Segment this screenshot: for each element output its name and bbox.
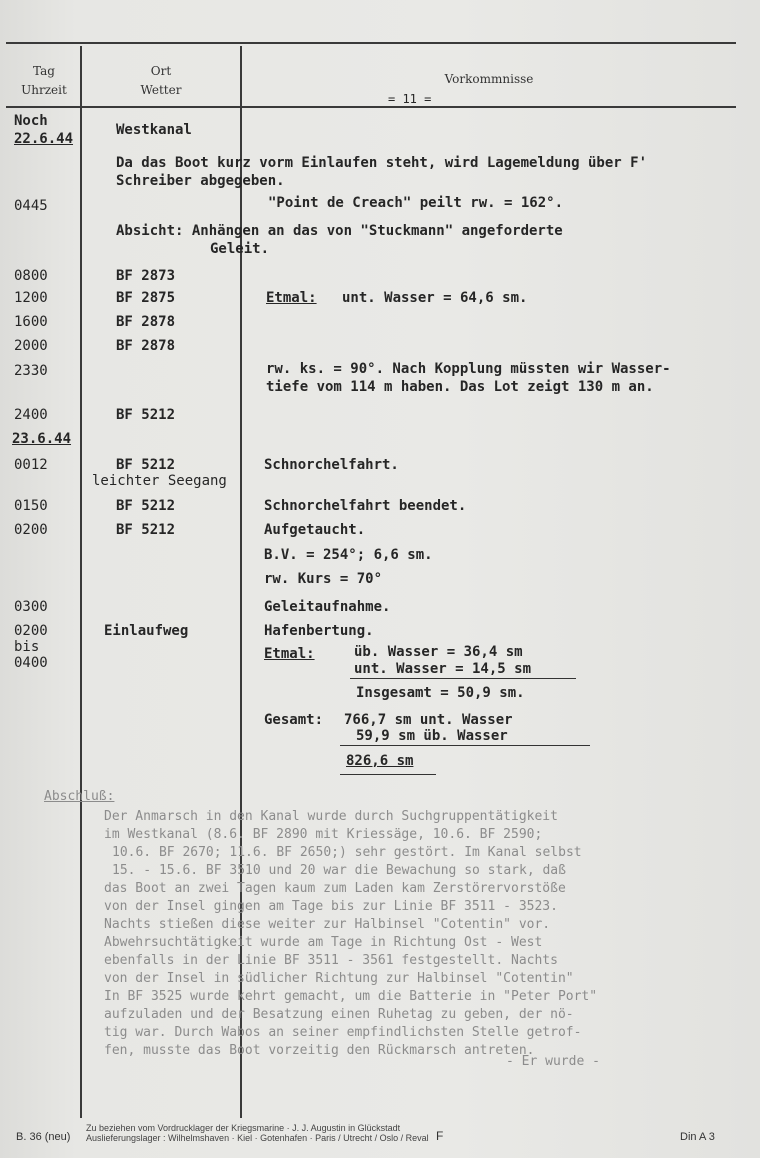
entry-text: Geleitaufnahme. xyxy=(264,599,391,615)
summary-line: aufzuladen und der Besatzung einen Ruhetag zu geben, der nö- xyxy=(104,1007,574,1022)
summary-line: 15. - 15.6. BF 3510 und 20 war die Bewachung so stark, daß xyxy=(112,863,566,878)
entry-time: 2400 xyxy=(14,407,48,423)
entry-time: 0150 xyxy=(14,498,48,514)
header-bottom-rule xyxy=(6,106,736,108)
summary-line: Nachts stießen diese weiter zur Halbinsel "Cotentin" vor. xyxy=(104,917,551,932)
entry-time: 0800 xyxy=(14,268,48,284)
entry-text: Schnorchelfahrt beendet. xyxy=(264,498,467,514)
entry-text: Hafenbertung. xyxy=(264,623,374,639)
entry-place: BF 2878 xyxy=(116,314,176,330)
summary-line: Abwehrsuchtätigkeit wurde am Tage in Richtung Ost - West xyxy=(104,935,543,950)
entry-time: 0200 xyxy=(14,623,48,639)
summary-line: ebenfalls in der Linie BF 3511 - 3561 festgestellt. Nachts xyxy=(104,953,558,968)
entry-time: 0200 xyxy=(14,522,48,538)
sum-rule xyxy=(340,745,590,746)
page-marker: = 11 = xyxy=(388,92,432,106)
entry-label: Gesamt: xyxy=(264,712,324,728)
entry-text: Aufgetaucht. xyxy=(264,522,366,538)
paper-format: Din A 3 xyxy=(680,1131,715,1143)
entry-text: rw. Kurs = 70° xyxy=(264,571,383,587)
entry-total: 826,6 sm xyxy=(346,753,414,769)
entry-text: Da das Boot kurz vorm Einlaufen steht, wird Lagemeldung über F' xyxy=(116,155,648,171)
entry-time: Noch xyxy=(14,113,48,129)
printer-mark: F xyxy=(436,1129,444,1143)
entry-label: Etmal: xyxy=(266,290,317,306)
entry-label: Etmal: xyxy=(264,646,315,662)
entry-place: BF 2875 xyxy=(116,290,176,306)
sum-rule xyxy=(350,678,576,679)
summary-line: im Westkanal (8.6. BF 2890 mit Kriessäge, 10.6. BF 2590; xyxy=(104,827,543,842)
entry-text: Schreiber abgegeben. xyxy=(116,173,285,189)
header-col-day-time: Tag Uhrzeit xyxy=(21,64,67,97)
entry-date: 22.6.44 xyxy=(14,131,74,147)
entry-place: Einlaufweg xyxy=(104,623,189,639)
entry-time: 0445 xyxy=(14,198,48,214)
entry-time: 0300 xyxy=(14,599,48,615)
entry-text: Absicht: Anhängen an das von "Stuckmann" angeforderte xyxy=(116,223,563,239)
entry-text: üb. Wasser = 36,4 sm xyxy=(354,644,523,660)
entry-date: 23.6.44 xyxy=(12,431,72,447)
entry-text: unt. Wasser = 64,6 sm. xyxy=(342,290,528,306)
entry-place: BF 5212 xyxy=(116,407,176,423)
entry-place: BF 5212 xyxy=(116,522,176,538)
summary-heading: Abschluß: xyxy=(44,789,115,804)
entry-text: B.V. = 254°; 6,6 sm. xyxy=(264,547,433,563)
entry-text: 766,7 sm unt. Wasser xyxy=(344,712,513,728)
sum-rule xyxy=(340,774,436,775)
entry-text: rw. ks. = 90°. Nach Kopplung müssten wir Wasser- xyxy=(266,361,671,377)
header-top-rule xyxy=(6,42,736,44)
printer-imprint-line1: Zu beziehen vom Vordrucklager der Kriegsmarine · J. J. Augustin in Glückstadt xyxy=(86,1123,401,1133)
entry-place: BF 5212 xyxy=(116,498,176,514)
entry-time: 1600 xyxy=(14,314,48,330)
entry-place: BF 2873 xyxy=(116,268,176,284)
entry-time: 1200 xyxy=(14,290,48,306)
header-col-place-weather: Ort Wetter xyxy=(140,64,182,97)
entry-time: 0012 xyxy=(14,457,48,473)
summary-line: In BF 3525 wurde kehrt gemacht, um die Batterie in "Peter Port" xyxy=(104,989,598,1004)
summary-closing: - Er wurde - xyxy=(506,1054,600,1069)
printer-imprint-line2: Auslieferungslager : Wilhelmshaven · Kiel · Gotenhafen · Paris / Utrecht / Oslo / Reval xyxy=(86,1133,429,1143)
column-divider-1 xyxy=(80,46,82,1118)
summary-line: von der Insel gingen am Tage bis zur Linie BF 3511 - 3523. xyxy=(104,899,558,914)
entry-time: 2000 xyxy=(14,338,48,354)
entry-text: Insgesamt = 50,9 sm. xyxy=(356,685,525,701)
entry-weather: leichter Seegang xyxy=(92,473,227,489)
summary-line: fen, musste das Boot vorzeitig den Rückmarsch antreten. xyxy=(104,1043,535,1058)
summary-line: Der Anmarsch in den Kanal wurde durch Suchgruppentätigkeit xyxy=(104,809,558,824)
entry-text: 59,9 sm üb. Wasser xyxy=(356,728,508,744)
entry-text: tiefe vom 114 m haben. Das Lot zeigt 130 m an. xyxy=(266,379,654,395)
form-number: B. 36 (neu) xyxy=(16,1131,71,1143)
entry-place: Westkanal xyxy=(116,122,192,138)
entry-time: bis xyxy=(14,639,40,655)
entry-time: 2330 xyxy=(14,363,48,379)
entry-text: unt. Wasser = 14,5 sm xyxy=(354,661,532,677)
entry-place: BF 2878 xyxy=(116,338,176,354)
entry-text: "Point de Creach" peilt rw. = 162°. xyxy=(268,195,564,211)
entry-text: Schnorchelfahrt. xyxy=(264,457,399,473)
entry-text: Geleit. xyxy=(210,241,270,257)
summary-line: von der Insel in südlicher Richtung zur Halbinsel "Cotentin" xyxy=(104,971,574,986)
summary-line: tig war. Durch Wabos an seiner empfindlichsten Stelle getrof- xyxy=(104,1025,582,1040)
summary-line: 10.6. BF 2670; 11.6. BF 2650;) sehr gestört. Im Kanal selbst xyxy=(112,845,582,860)
header-col-events: Vorkommnisse xyxy=(444,72,534,86)
summary-line: das Boot an zwei Tagen kaum zum Laden kam Zerstörervorstöße xyxy=(104,881,566,896)
entry-place: BF 5212 xyxy=(116,457,176,473)
entry-time: 0400 xyxy=(14,655,48,671)
